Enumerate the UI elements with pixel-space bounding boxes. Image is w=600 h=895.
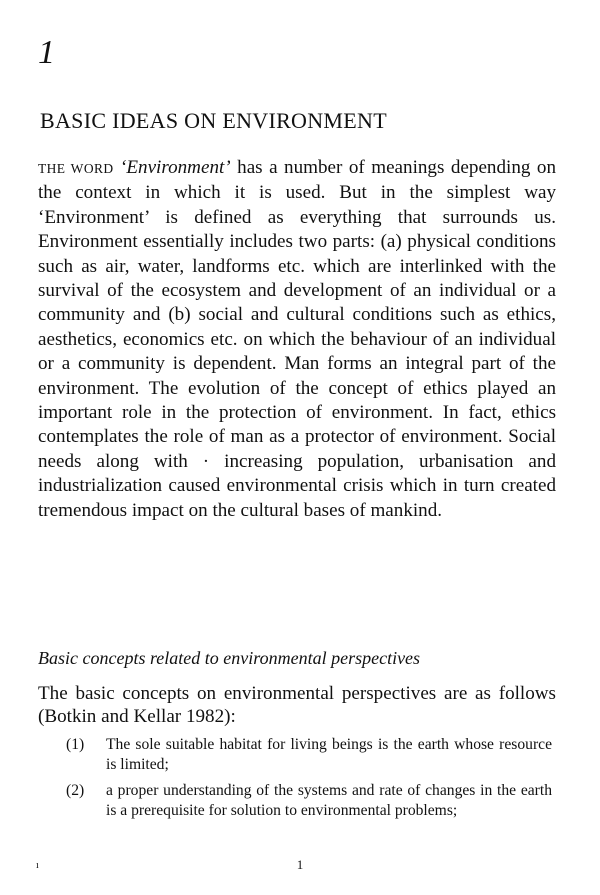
chapter-number: 1	[38, 34, 55, 71]
list-item	[66, 735, 552, 774]
section-heading: Basic concepts related to environmental perspectives	[38, 648, 421, 668]
opening-paragraph	[38, 156, 556, 523]
list-item-number: (1)	[66, 736, 85, 753]
chapter-title: BASIC IDEAS ON ENVIRONMENT	[40, 108, 387, 133]
opening-paragraph-text: has a number of meanings depending on the context in which it is used. But in the simplest way ‘Environment’ is defined as everything that surrounds us. Environment essentially includes two parts: (a) physical conditions such as air, water, landforms etc. which are interlinked with the survival of the ecosystem and development of an individual or a community and (b) social and cultural conditions such as ethics, aesthetics, economics etc. on which the behaviour of an individual or a community is dependent. Man forms an integral part of the environment. The evolution of the concept of ethics played an important role in the protection of environment. In fact, ethics contemplates the role of man as a protector of environment. Social needs along with · increasing population, urbanisation and industrialization caused environmental crisis which in turn created tremendous impact on the cultural bases of mankind.	[38, 157, 556, 521]
defined-term: ‘Environment’	[120, 157, 231, 178]
section-intro: The basic concepts on environmental perspectives are as follows (Botkin and Kellar 1982):	[38, 683, 556, 727]
list-item-number: (2)	[66, 782, 85, 800]
lead-words: THE WORD	[38, 161, 114, 176]
list-item-text: a proper understanding of the systems and rate of changes in the earth is a prerequisite for solution to environmental problems;	[106, 782, 552, 819]
page-number: 1	[296, 857, 304, 872]
list-item-text: The sole suitable habitat for living beings is the earth whose resource is limited;	[106, 736, 552, 773]
margin-mark: ı	[36, 860, 39, 871]
list-item	[66, 781, 552, 820]
concept-list	[66, 735, 552, 827]
opening-section	[38, 156, 556, 523]
